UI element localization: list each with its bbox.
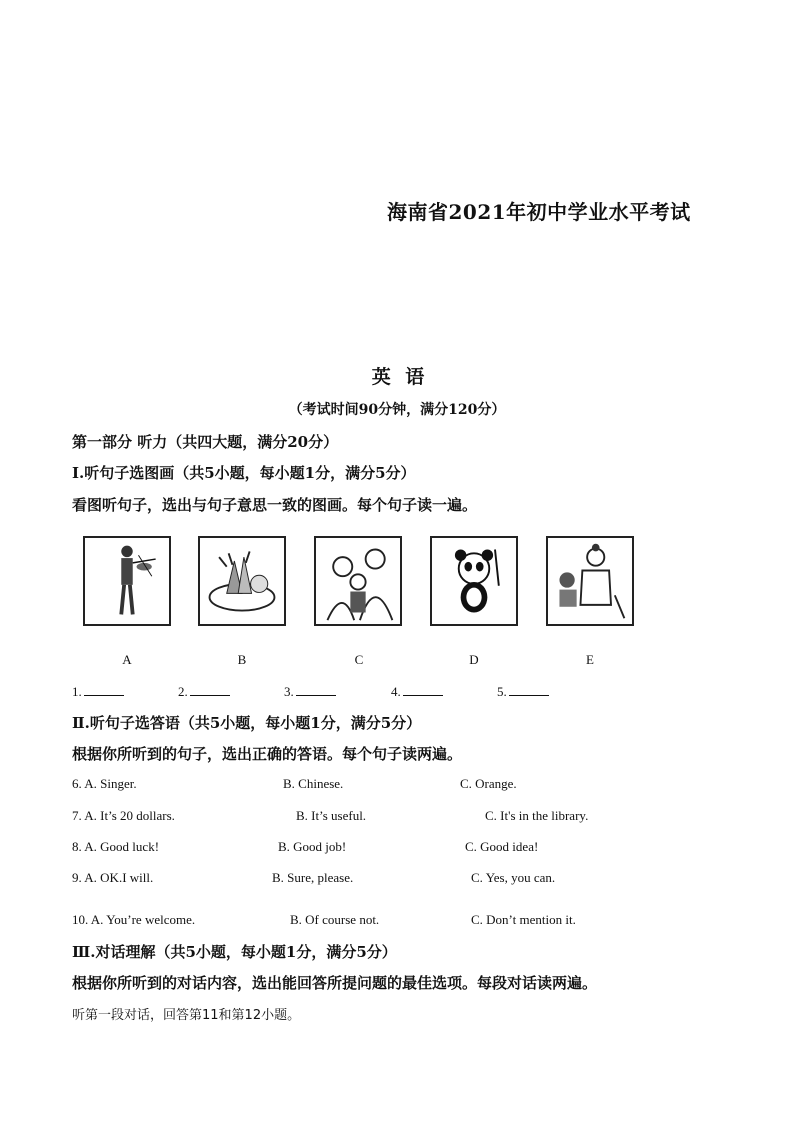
option-a[interactable]: 9. A. OK.I will. [72,870,154,885]
picture-label-e: E [586,652,594,667]
option-c[interactable]: C. Yes, you can. [471,870,556,885]
option-c[interactable]: C. It's in the library. [485,808,589,823]
subject-title: 英 语 [371,366,429,388]
option-c[interactable]: C. Orange. [460,776,517,791]
answer-line[interactable] [509,683,549,696]
blank-number: 3. [284,684,294,699]
answer-line[interactable] [296,683,336,696]
answer-blank-1 [72,683,124,700]
option-b[interactable]: B. Sure, please. [272,870,354,885]
picture-vegetables [198,536,286,626]
part1-heading: 第一部分 听力（共四大题，满分20分） [72,433,339,451]
blank-number: 4. [391,684,401,699]
picture-label-a: A [122,652,132,667]
answer-line[interactable] [190,683,230,696]
panda-icon [432,538,516,624]
section3-instruction: 根据你所听到的对话内容，选出能回答所提问题的最佳选项。每段对话读两遍。 [72,974,598,992]
section3-note: 听第一段对话，回答第11和第12小题。 [72,1008,301,1023]
option-c[interactable]: C. Don’t mention it. [471,912,576,927]
picture-label-b: B [237,652,247,667]
answer-blank-5 [497,683,549,700]
blank-number: 2. [178,684,188,699]
answer-blank-4 [391,683,443,700]
option-a[interactable]: 10. A. You’re welcome. [72,912,196,927]
picture-violinist [83,536,171,626]
section1-instruction: 看图听句子，选出与句子意思一致的图画。每个句子读一遍。 [72,496,478,514]
answer-blank-3 [284,683,336,700]
exam-title: 海南省2021年初中学业水平考试 [387,200,691,224]
option-a[interactable]: 8. A. Good luck! [72,839,160,854]
blank-number: 5. [497,684,507,699]
vegetables-icon [200,538,284,624]
answer-blank-2 [178,683,230,700]
time-note: （考试时间90分钟，满分120分） [288,402,506,418]
picture-family [314,536,402,626]
option-a[interactable]: 6. A. Singer. [72,776,137,791]
section3-heading: Ⅲ.对话理解（共5小题，每小题1分，满分5分） [72,943,397,961]
blank-number: 1. [72,684,82,699]
option-b[interactable]: B. Chinese. [283,776,344,791]
option-a[interactable]: 7. A. It’s 20 dollars. [72,808,175,823]
doctor-icon [548,538,632,624]
picture-label-d: D [469,652,479,667]
section2-heading: Ⅱ.听句子选答语（共5小题，每小题1分，满分5分） [72,714,422,732]
answer-line[interactable] [84,683,124,696]
picture-label-c: C [354,652,364,667]
picture-panda [430,536,518,626]
section2-instruction: 根据你所听到的句子，选出正确的答语。每个句子读两遍。 [72,745,463,763]
family-icon [316,538,400,624]
section1-heading: Ⅰ.听句子选图画（共5小题，每小题1分，满分5分） [72,464,416,482]
violinist-icon [85,538,169,624]
option-c[interactable]: C. Good idea! [465,839,539,854]
option-b[interactable]: B. Good job! [278,839,347,854]
option-b[interactable]: B. Of course not. [290,912,380,927]
option-b[interactable]: B. It’s useful. [296,808,367,823]
picture-doctor [546,536,634,626]
answer-line[interactable] [403,683,443,696]
